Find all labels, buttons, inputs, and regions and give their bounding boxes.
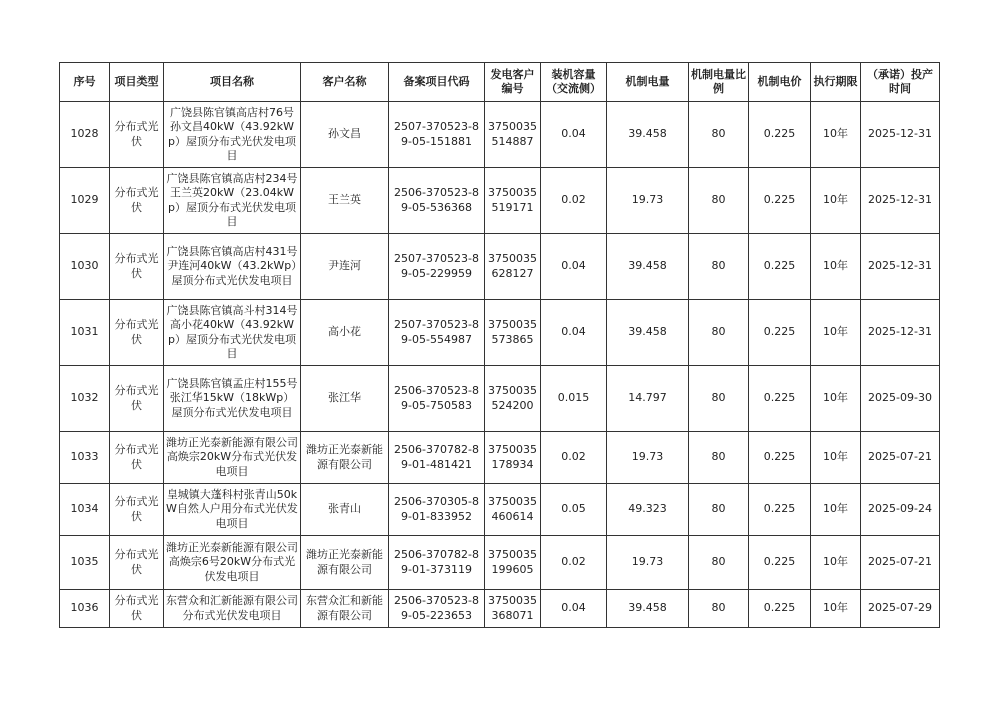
cell-capacity: 0.02: [541, 168, 607, 234]
cell-term: 10年: [811, 536, 861, 590]
cell-type: 分布式光伏: [110, 300, 164, 366]
cell-price: 0.225: [749, 590, 811, 628]
cell-ratio: 80: [689, 300, 749, 366]
table-row: [60, 484, 940, 536]
header-type: 项目类型: [110, 63, 164, 102]
cell-account: 3750035519171: [485, 168, 541, 234]
cell-type: 分布式光伏: [110, 234, 164, 300]
cell-name: 潍坊正光泰新能源有限公司高焕宗20kW分布式光伏发电项目: [164, 432, 301, 484]
header-energy: 机制电量: [607, 63, 689, 102]
cell-type: 分布式光伏: [110, 366, 164, 432]
cell-no: 1036: [60, 590, 110, 628]
cell-ratio: 80: [689, 536, 749, 590]
cell-customer: 孙文昌: [301, 102, 389, 168]
project-table: [59, 62, 940, 628]
cell-customer: 潍坊正光泰新能源有限公司: [301, 432, 389, 484]
cell-name: 潍坊正光泰新能源有限公司高焕宗6号20kW分布式光伏发电项目: [164, 536, 301, 590]
cell-price: 0.225: [749, 168, 811, 234]
cell-account: 3750035178934: [485, 432, 541, 484]
cell-no: 1029: [60, 168, 110, 234]
cell-date: 2025-07-21: [861, 536, 940, 590]
cell-date: 2025-12-31: [861, 300, 940, 366]
cell-account: 3750035199605: [485, 536, 541, 590]
cell-code: 2507-370523-89-05-554987: [389, 300, 485, 366]
cell-ratio: 80: [689, 432, 749, 484]
cell-price: 0.225: [749, 484, 811, 536]
cell-term: 10年: [811, 102, 861, 168]
cell-date: 2025-12-31: [861, 234, 940, 300]
cell-capacity: 0.04: [541, 102, 607, 168]
cell-type: 分布式光伏: [110, 590, 164, 628]
cell-energy: 39.458: [607, 234, 689, 300]
cell-name: 皇城镇大蓬科村张青山50kW自然人户用分布式光伏发电项目: [164, 484, 301, 536]
cell-date: 2025-07-21: [861, 432, 940, 484]
header-no: 序号: [60, 63, 110, 102]
cell-code: 2506-370523-89-05-223653: [389, 590, 485, 628]
cell-type: 分布式光伏: [110, 432, 164, 484]
cell-energy: 19.73: [607, 536, 689, 590]
table-row: [60, 300, 940, 366]
cell-term: 10年: [811, 432, 861, 484]
cell-no: 1032: [60, 366, 110, 432]
cell-date: 2025-12-31: [861, 102, 940, 168]
cell-name: 广饶县陈官镇孟庄村155号张江华15kW（18kWp）屋顶分布式光伏发电项目: [164, 366, 301, 432]
cell-term: 10年: [811, 300, 861, 366]
header-code: 备案项目代码: [389, 63, 485, 102]
cell-no: 1030: [60, 234, 110, 300]
cell-name: 广饶县陈官镇高店村76号孙文昌40kW（43.92kWp）屋顶分布式光伏发电项目: [164, 102, 301, 168]
cell-no: 1035: [60, 536, 110, 590]
header-price: 机制电价: [749, 63, 811, 102]
cell-capacity: 0.05: [541, 484, 607, 536]
cell-name: 东营众和汇新能源有限公司分布式光伏发电项目: [164, 590, 301, 628]
cell-account: 3750035524200: [485, 366, 541, 432]
header-ratio: 机制电量比例: [689, 63, 749, 102]
cell-account: 3750035368071: [485, 590, 541, 628]
table-row: [60, 590, 940, 628]
cell-energy: 49.323: [607, 484, 689, 536]
header-account: 发电客户编号: [485, 63, 541, 102]
cell-energy: 14.797: [607, 366, 689, 432]
cell-ratio: 80: [689, 366, 749, 432]
cell-capacity: 0.04: [541, 300, 607, 366]
cell-code: 2507-370523-89-05-229959: [389, 234, 485, 300]
cell-date: 2025-07-29: [861, 590, 940, 628]
cell-customer: 东营众汇和新能源有限公司: [301, 590, 389, 628]
cell-customer: 潍坊正光泰新能源有限公司: [301, 536, 389, 590]
cell-account: 3750035628127: [485, 234, 541, 300]
table-row: [60, 432, 940, 484]
cell-account: 3750035573865: [485, 300, 541, 366]
cell-name: 广饶县陈官镇高斗村314号高小花40kW（43.92kWp）屋顶分布式光伏发电项目: [164, 300, 301, 366]
cell-price: 0.225: [749, 366, 811, 432]
cell-type: 分布式光伏: [110, 484, 164, 536]
cell-account: 3750035460614: [485, 484, 541, 536]
header-date: （承诺）投产时间: [861, 63, 940, 102]
cell-term: 10年: [811, 234, 861, 300]
cell-date: 2025-09-30: [861, 366, 940, 432]
cell-no: 1033: [60, 432, 110, 484]
header-term: 执行期限: [811, 63, 861, 102]
cell-energy: 19.73: [607, 168, 689, 234]
table-row: [60, 536, 940, 590]
cell-ratio: 80: [689, 484, 749, 536]
header-customer: 客户名称: [301, 63, 389, 102]
cell-customer: 尹连河: [301, 234, 389, 300]
cell-ratio: 80: [689, 234, 749, 300]
cell-name: 广饶县陈官镇高店村431号尹连河40kW（43.2kWp）屋顶分布式光伏发电项目: [164, 234, 301, 300]
cell-capacity: 0.02: [541, 432, 607, 484]
cell-name: 广饶县陈官镇高店村234号王兰英20kW（23.04kWp）屋顶分布式光伏发电项目: [164, 168, 301, 234]
cell-code: 2506-370523-89-05-750583: [389, 366, 485, 432]
cell-type: 分布式光伏: [110, 102, 164, 168]
cell-price: 0.225: [749, 234, 811, 300]
table-row: [60, 102, 940, 168]
cell-no: 1034: [60, 484, 110, 536]
cell-capacity: 0.015: [541, 366, 607, 432]
cell-price: 0.225: [749, 102, 811, 168]
cell-term: 10年: [811, 168, 861, 234]
cell-code: 2506-370305-89-01-833952: [389, 484, 485, 536]
header-name: 项目名称: [164, 63, 301, 102]
cell-capacity: 0.04: [541, 590, 607, 628]
cell-date: 2025-09-24: [861, 484, 940, 536]
table-row: [60, 168, 940, 234]
cell-code: 2506-370782-89-01-373119: [389, 536, 485, 590]
cell-energy: 19.73: [607, 432, 689, 484]
cell-customer: 张青山: [301, 484, 389, 536]
table-header-row: [60, 63, 940, 102]
cell-ratio: 80: [689, 168, 749, 234]
cell-date: 2025-12-31: [861, 168, 940, 234]
cell-customer: 王兰英: [301, 168, 389, 234]
cell-price: 0.225: [749, 536, 811, 590]
cell-capacity: 0.02: [541, 536, 607, 590]
cell-customer: 张江华: [301, 366, 389, 432]
cell-ratio: 80: [689, 590, 749, 628]
cell-type: 分布式光伏: [110, 168, 164, 234]
cell-code: 2506-370523-89-05-536368: [389, 168, 485, 234]
table-row: [60, 234, 940, 300]
cell-customer: 高小花: [301, 300, 389, 366]
cell-code: 2506-370782-89-01-481421: [389, 432, 485, 484]
cell-code: 2507-370523-89-05-151881: [389, 102, 485, 168]
cell-no: 1031: [60, 300, 110, 366]
cell-type: 分布式光伏: [110, 536, 164, 590]
cell-price: 0.225: [749, 300, 811, 366]
cell-energy: 39.458: [607, 102, 689, 168]
cell-term: 10年: [811, 366, 861, 432]
cell-energy: 39.458: [607, 590, 689, 628]
cell-no: 1028: [60, 102, 110, 168]
header-capacity: 装机容量（交流侧）: [541, 63, 607, 102]
cell-energy: 39.458: [607, 300, 689, 366]
table-row: [60, 366, 940, 432]
cell-term: 10年: [811, 590, 861, 628]
cell-ratio: 80: [689, 102, 749, 168]
cell-term: 10年: [811, 484, 861, 536]
cell-account: 3750035514887: [485, 102, 541, 168]
cell-price: 0.225: [749, 432, 811, 484]
cell-capacity: 0.04: [541, 234, 607, 300]
